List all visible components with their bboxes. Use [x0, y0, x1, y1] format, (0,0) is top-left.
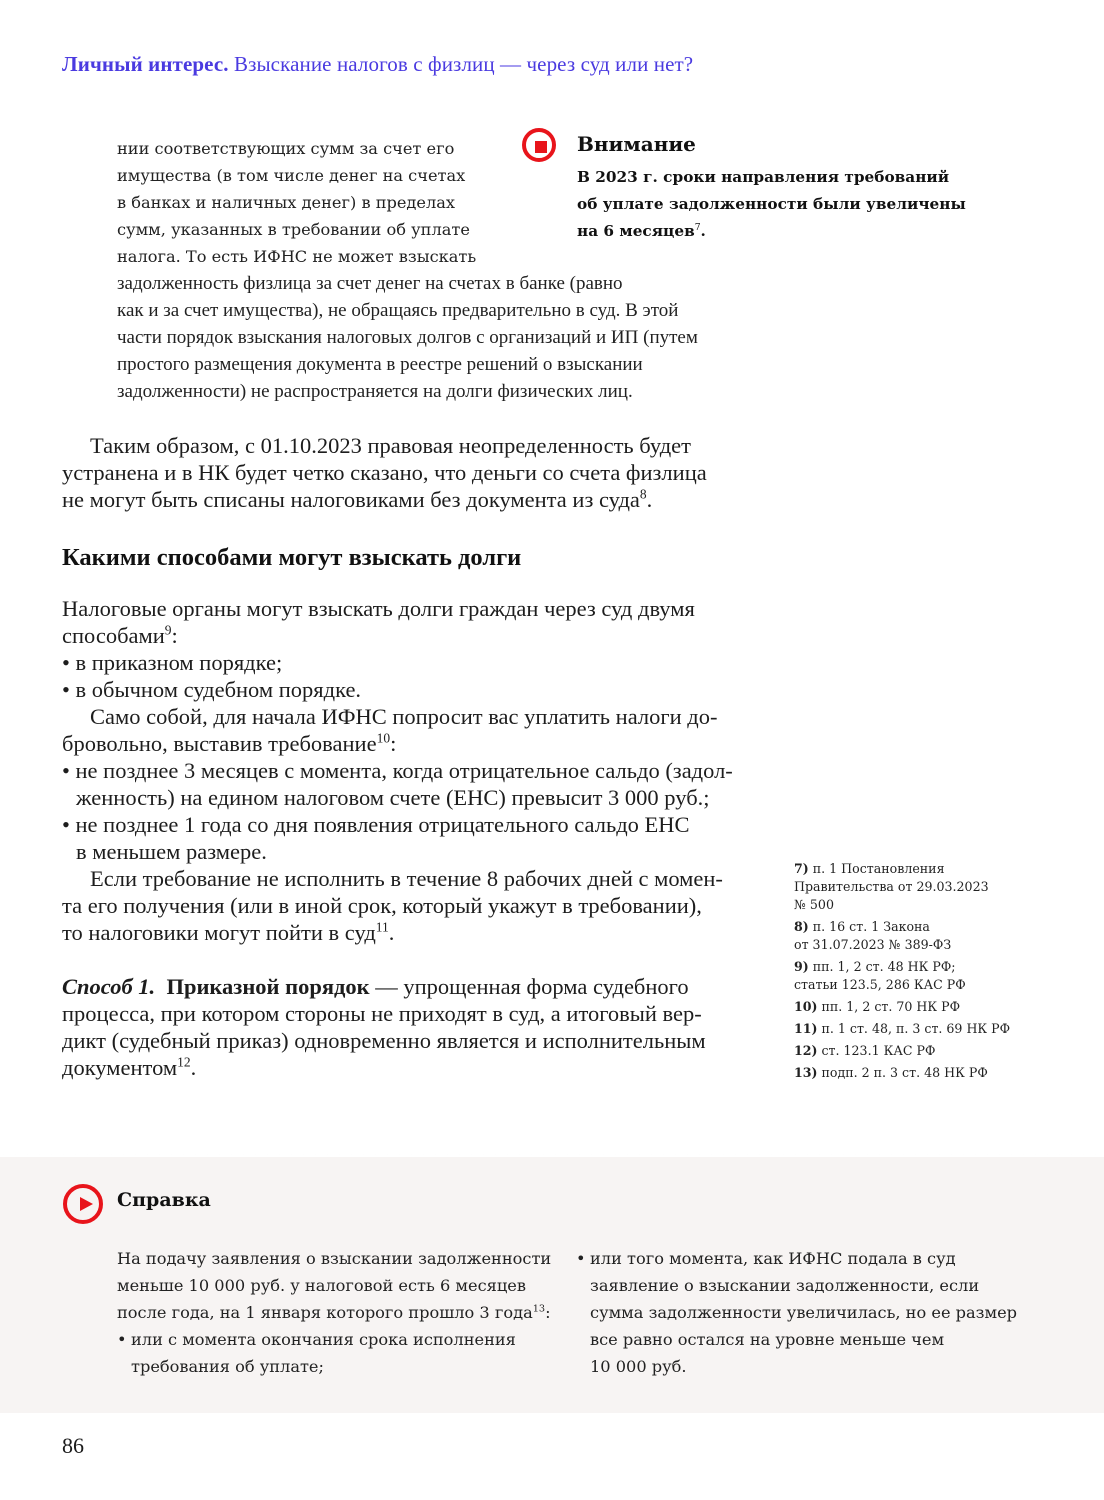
- text-line: На подачу заявления о взыскании задолженности: [117, 1249, 552, 1268]
- text-line: • или того момента, как ИФНС подала в суд: [590, 1249, 956, 1268]
- punctuation: :: [545, 1303, 551, 1322]
- section-heading: Какими способами могут взыскать долги: [62, 545, 522, 571]
- footnote-ref[interactable]: 8: [639, 486, 647, 502]
- text-line: заявление о взыскании задолженности, если: [590, 1276, 980, 1295]
- footnote-text: п. 16 ст. 1 Закона: [812, 919, 930, 934]
- list-item-continuation: женность) на едином налоговом счете (ЕНС) превысит 3 000 руб.;: [76, 785, 710, 810]
- text-line: все равно остался на уровне меньше чем: [590, 1330, 945, 1349]
- text-line: В 2023 г. сроки направления требований: [577, 168, 950, 186]
- list-item: [576, 1245, 1046, 1380]
- text-line: нии соответствующих сумм за счет его: [117, 139, 455, 158]
- footnote-8: [794, 918, 1064, 954]
- attention-body: [577, 164, 997, 245]
- footnote-10: [794, 998, 1064, 1016]
- play-icon: [63, 1184, 103, 1224]
- text-line: не могут быть списаны налоговиками без документа из суда: [62, 487, 640, 512]
- list-item: • в обычном судебном порядке.: [62, 677, 362, 702]
- method-1-paragraph: [62, 973, 752, 1081]
- attention-title: Внимание: [577, 132, 696, 156]
- text-line: то налоговики могут пойти в суд: [62, 920, 376, 945]
- text-line: сумм, указанных в требовании об уплате: [117, 220, 470, 239]
- text-line: процесса, при котором стороны не приходят в суд, а итоговый вер-: [62, 1001, 702, 1026]
- list-item: • не позднее 1 года со дня появления отрицательного сальдо ЕНС: [62, 812, 690, 837]
- methods-intro: [62, 595, 752, 946]
- text-line: налога. То есть ИФНС не может взыскать: [117, 247, 477, 266]
- text-line: в банках и наличных денег) в пределах: [117, 193, 456, 212]
- footnote-11: [794, 1020, 1064, 1038]
- footnote-number: 7): [794, 861, 809, 876]
- reference-column-right: [576, 1245, 1046, 1380]
- text-line: сумма задолженности увеличилась, но ее размер: [590, 1303, 1018, 1322]
- footnote-number: 13): [794, 1065, 818, 1080]
- footnote-number: 11): [794, 1021, 818, 1036]
- footnote-ref[interactable]: 7: [694, 221, 701, 233]
- conclusion-paragraph: [62, 432, 752, 513]
- text-line: • или с момента окончания срока исполнения: [131, 1330, 516, 1349]
- footnote-text: п. 1 Постановления: [812, 861, 945, 876]
- footnote-text: пп. 1, 2 ст. 70 НК РФ: [821, 999, 961, 1014]
- footnote-number: 12): [794, 1043, 818, 1058]
- text-line: Таким образом, с 01.10.2023 правовая неопределенность будет: [90, 433, 691, 458]
- footnote-12: [794, 1042, 1064, 1060]
- list-item: • в приказном порядке;: [62, 650, 283, 675]
- reference-title: Справка: [117, 1189, 211, 1211]
- footnote-13: [794, 1064, 1064, 1082]
- text-line: бровольно, выставив требование: [62, 731, 377, 756]
- text-line: об уплате задолженности были увеличены: [577, 195, 966, 213]
- reference-column-left: [117, 1245, 557, 1380]
- text-line: требования об уплате;: [131, 1357, 324, 1376]
- text-line: после года, на 1 января которого прошло 3 года: [117, 1303, 533, 1322]
- method-label: Способ 1.: [62, 974, 156, 999]
- footnote-number: 8): [794, 919, 809, 934]
- text-line: на 6 месяцев: [577, 222, 695, 240]
- punctuation: .: [190, 1055, 197, 1080]
- footnote-9: [794, 958, 1064, 994]
- text-line: Налоговые органы могут взыскать долги граждан через суд двумя: [62, 596, 695, 621]
- footnote-number: 10): [794, 999, 818, 1014]
- text-line: 10 000 руб.: [590, 1357, 687, 1376]
- page-number: 86: [62, 1433, 84, 1458]
- intro-paragraph-wide: [117, 270, 757, 405]
- footnote-text: подп. 2 п. 3 ст. 48 НК РФ: [821, 1065, 988, 1080]
- footnotes: [794, 860, 1064, 1086]
- footnote-text: № 500: [794, 897, 834, 912]
- text-line: Само собой, для начала ИФНС попросит вас уплатить налоги до-: [90, 704, 718, 729]
- text-line: простого размещения документа в реестре решений о взыскании: [117, 354, 643, 375]
- punctuation: :: [390, 731, 397, 756]
- footnote-text: ст. 123.1 КАС РФ: [821, 1043, 936, 1058]
- text-line: меньше 10 000 руб. у налоговой есть 6 месяцев: [117, 1276, 526, 1295]
- text-line: способами: [62, 623, 165, 648]
- list-item-continuation: в меньшем размере.: [76, 839, 267, 864]
- list-item: • не позднее 3 месяцев с момента, когда отрицательное сальдо (задол-: [62, 758, 733, 783]
- footnote-ref[interactable]: 12: [177, 1054, 191, 1070]
- footnote-ref[interactable]: 11: [375, 919, 389, 935]
- footnote-text: п. 1 ст. 48, п. 3 ст. 69 НК РФ: [821, 1021, 1011, 1036]
- text-line: дикт (судебный приказ) одновременно является и исполнительным: [62, 1028, 706, 1053]
- footnote-text: от 31.07.2023 № 389-ФЗ: [794, 937, 952, 952]
- text-line: части порядок взыскания налоговых долгов с организаций и ИП (путем: [117, 327, 698, 348]
- text-line: задолженность физлица за счет денег на счетах в банке (равно: [117, 273, 623, 294]
- reference-block: [0, 1157, 1104, 1413]
- footnote-number: 9): [794, 959, 809, 974]
- text-line: та его получения (или в иной срок, который укажут в требовании),: [62, 893, 702, 918]
- footnote-text: пп. 1, 2 ст. 48 НК РФ;: [812, 959, 956, 974]
- intro-paragraph-narrow: [117, 135, 487, 270]
- list-item: [117, 1326, 557, 1380]
- running-head: [62, 52, 693, 77]
- running-head-title: Взыскание налогов с физлиц — через суд или нет?: [233, 52, 694, 76]
- footnote-text: статьи 123.5, 286 КАС РФ: [794, 977, 966, 992]
- scalloped-edge: [0, 1151, 1104, 1159]
- text-line: — упрощенная форма судебного: [369, 974, 689, 999]
- footnote-text: Правительства от 29.03.2023: [794, 879, 989, 894]
- punctuation: .: [700, 222, 706, 240]
- footnote-7: [794, 860, 1064, 914]
- punctuation: :: [171, 623, 178, 648]
- footnote-ref[interactable]: 9: [164, 622, 172, 638]
- footnote-ref[interactable]: 10: [376, 730, 391, 746]
- text-line: как и за счет имущества), не обращаясь предварительно в суд. В этой: [117, 300, 679, 321]
- text-line: документом: [62, 1055, 178, 1080]
- text-line: задолженности) не распространяется на долги физических лиц.: [117, 381, 633, 402]
- text-line: имущества (в том числе денег на счетах: [117, 166, 466, 185]
- stop-icon: [522, 128, 556, 162]
- method-term: Приказной порядок: [166, 974, 370, 999]
- footnote-ref[interactable]: 13: [532, 1303, 546, 1315]
- running-head-section: Личный интерес.: [62, 52, 229, 76]
- punctuation: .: [646, 487, 653, 512]
- punctuation: .: [388, 920, 395, 945]
- text-line: Если требование не исполнить в течение 8 рабочих дней с момен-: [90, 866, 723, 891]
- text-line: устранена и в НК будет четко сказано, что деньги со счета физлица: [62, 460, 707, 485]
